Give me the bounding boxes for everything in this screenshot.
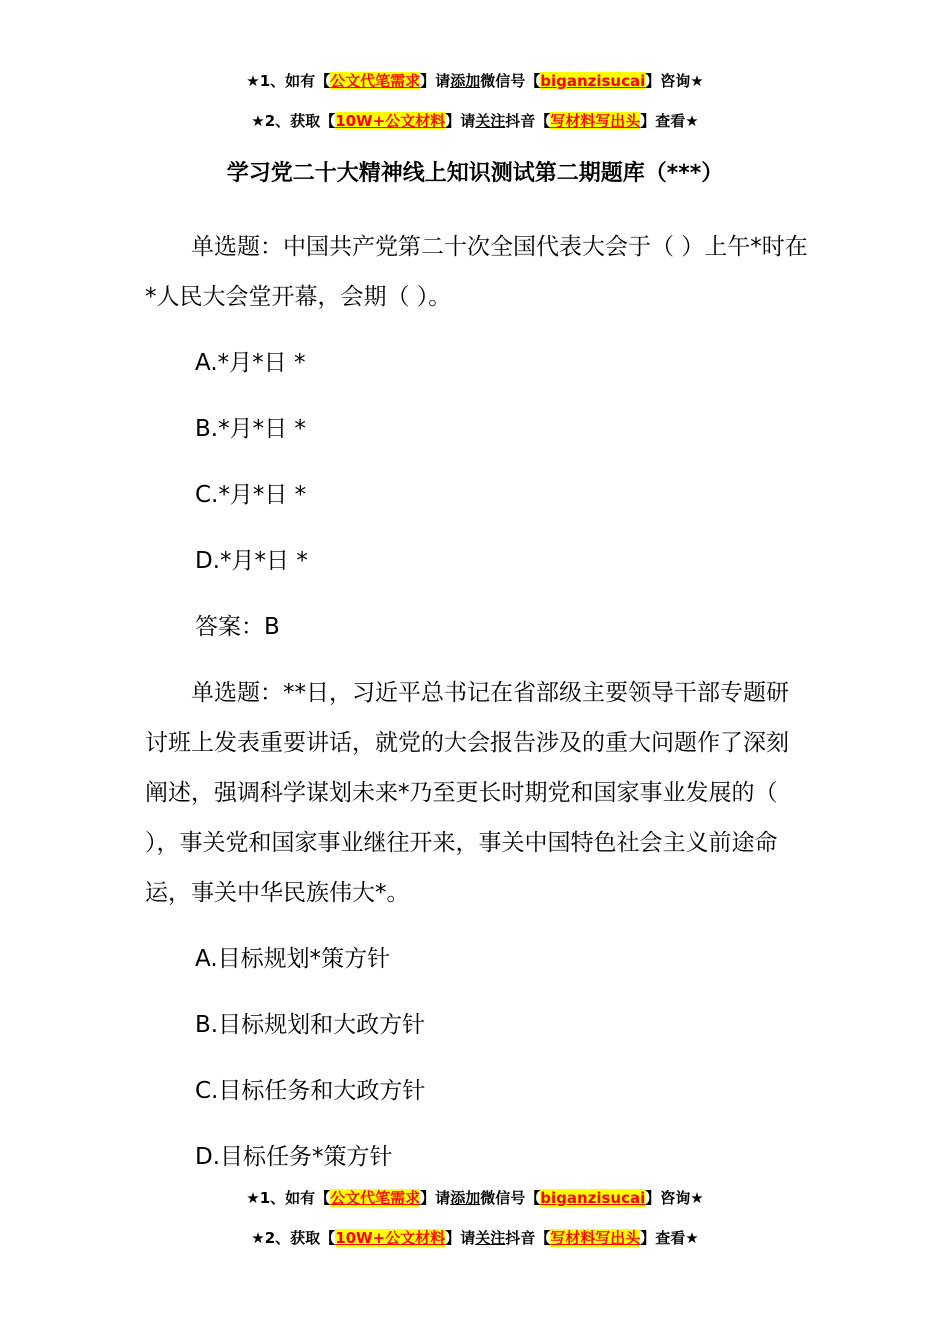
highlight-service: 公文代笔需求 <box>330 1189 421 1207</box>
highlight-wechat-id: biganzisucai <box>540 1189 646 1207</box>
banner-text: ★2、获取【 <box>251 112 336 130</box>
question-text: 单选题：中国共产党第二十次全国代表大会于（ ）上午*时在*人民大会堂开幕，会期（ ）。 <box>145 234 808 310</box>
answer: 答案：B <box>195 614 280 640</box>
banner-line-1 <box>0 70 950 92</box>
banner-line-2 <box>0 110 950 132</box>
option-c: C.目标任务和大政方针 <box>195 1078 426 1104</box>
option-b: B.*月*日 * <box>195 416 306 442</box>
document-body <box>145 222 810 1198</box>
banner-underline: 添加 <box>450 1189 481 1207</box>
footer-banner-line-2 <box>0 1227 950 1249</box>
banner-underline: 关注 <box>475 112 506 130</box>
banner-text: 】请 <box>420 72 451 90</box>
option-d: D.目标任务*策方针 <box>195 1144 393 1170</box>
banner-underline: 关注 <box>475 1229 506 1247</box>
banner-text: ★1、如有【 <box>246 1189 331 1207</box>
banner-text: 】咨询★ <box>645 72 704 90</box>
banner-text: 抖音【 <box>505 112 551 130</box>
banner-underline: 添加 <box>450 72 481 90</box>
option-a: A.目标规划*策方针 <box>195 946 391 972</box>
highlight-wechat-id: biganzisucai <box>540 72 646 90</box>
highlight-materials: 10W+公文材料 <box>335 1229 446 1247</box>
banner-text: 】查看★ <box>640 112 699 130</box>
option-c: C.*月*日 * <box>195 482 307 508</box>
banner-text: 】请 <box>420 1189 451 1207</box>
question-text: 单选题：**日，习近平总书记在省部级主要领导干部专题研讨班上发表重要讲话，就党的大会报告涉及的重大问题作了深刻阐述，强调科学谋划未来*乃至更长时期党和国家事业发展的（ ），事关党和国家事业继往开来，事关中国特色社会主义前途命运，事关中华民族伟大*。 <box>145 680 789 906</box>
highlight-douyin: 写材料写出头 <box>550 1229 641 1247</box>
banner-text: 抖音【 <box>505 1229 551 1247</box>
banner-text: 微信号【 <box>480 1189 541 1207</box>
page-title: 学习党二十大精神线上知识测试第二期题库（***） <box>226 161 724 186</box>
banner-text: 微信号【 <box>480 72 541 90</box>
banner-text: 】咨询★ <box>645 1189 704 1207</box>
banner-text: 】请 <box>445 1229 476 1247</box>
option-a: A.*月*日 * <box>195 350 306 376</box>
banner-text: 】查看★ <box>640 1229 699 1247</box>
highlight-materials: 10W+公文材料 <box>335 112 446 130</box>
option-d: D.*月*日 * <box>195 548 308 574</box>
banner-text: 】请 <box>445 112 476 130</box>
option-b: B.目标规划和大政方针 <box>195 1012 426 1038</box>
highlight-douyin: 写材料写出头 <box>550 112 641 130</box>
footer-banner-line-1 <box>0 1187 950 1209</box>
banner-text: ★2、获取【 <box>251 1229 336 1247</box>
banner-text: ★1、如有【 <box>246 72 331 90</box>
highlight-service: 公文代笔需求 <box>330 72 421 90</box>
